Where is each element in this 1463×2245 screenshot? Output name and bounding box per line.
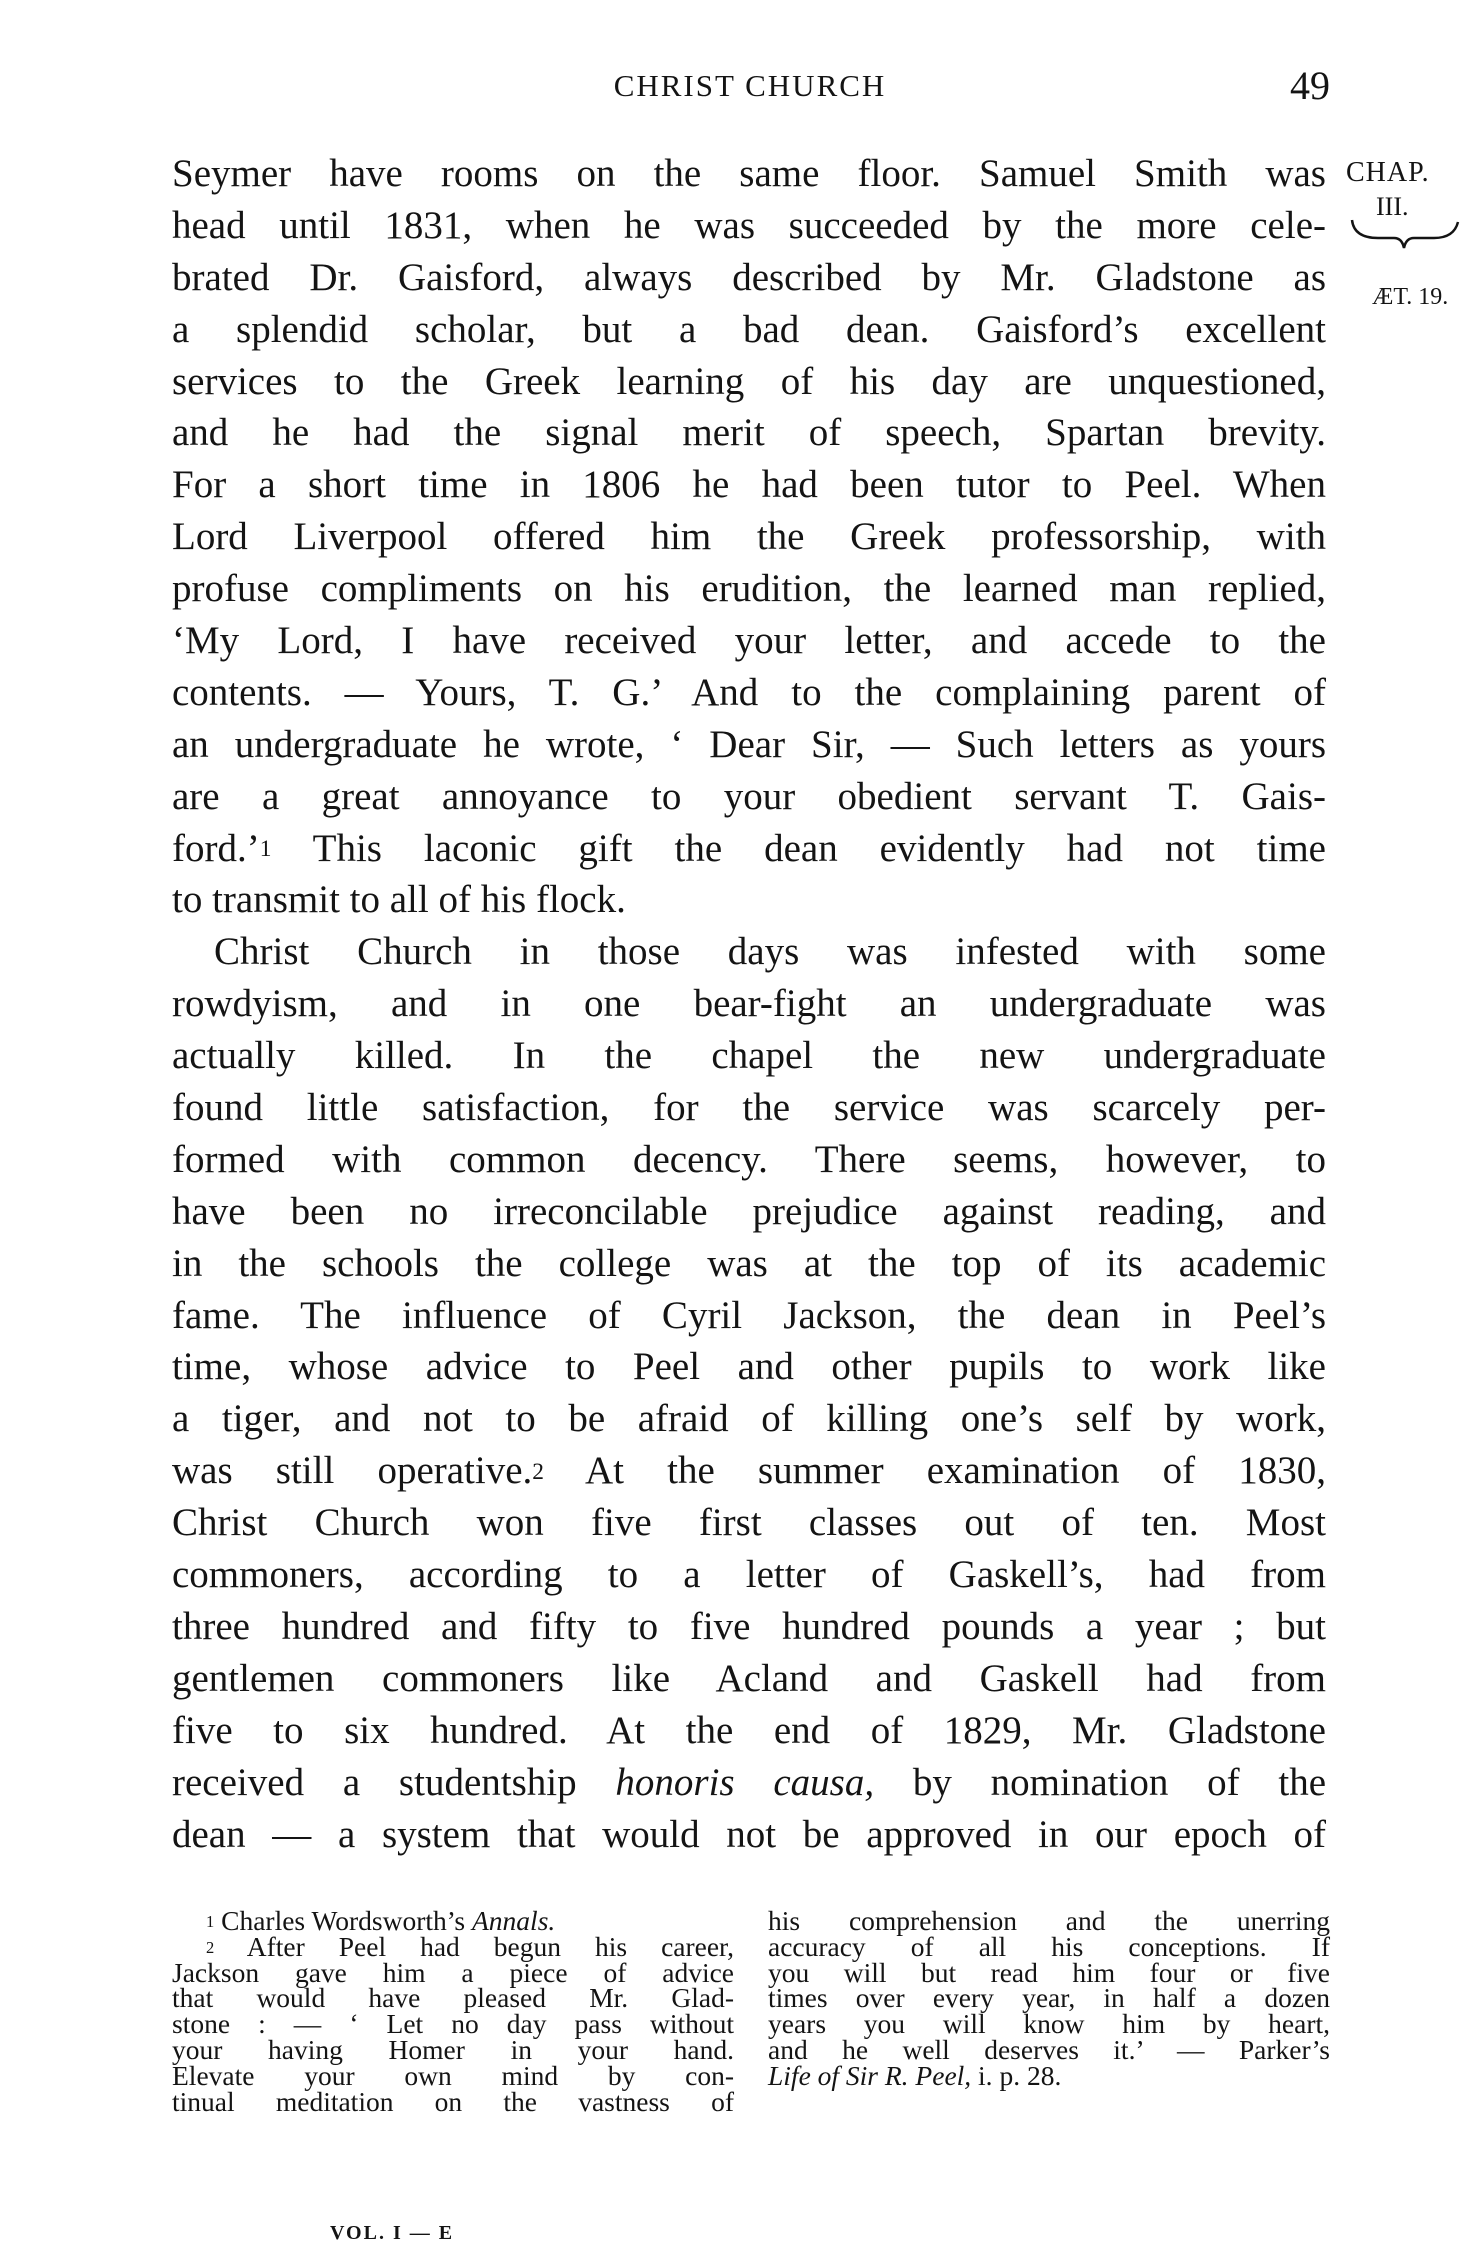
text-line: Lord Liverpool offered him the Greek professorship, with: [172, 515, 1326, 559]
footnote-line: tinual meditation on the vastness of: [172, 2085, 734, 2117]
text-line: three hundred and fifty to five hundred pounds a year ; but: [172, 1604, 1326, 1648]
text-line: a tiger, and not to be afraid of killing one’s self by work,: [172, 1397, 1326, 1441]
text-line: Seymer have rooms on the same floor. Samuel Smith was: [172, 152, 1326, 195]
text-line: profuse compliments on his erudition, the learned man replied,: [172, 567, 1326, 611]
text-line: to transmit to all of his flock.: [172, 878, 626, 922]
footnote-line: times over every year, in half a dozen: [768, 1982, 1330, 2014]
text-line: dean — a system that would not be approved in our epoch of: [172, 1812, 1326, 1856]
page-header: [170, 62, 1330, 112]
page-number: 49: [1290, 63, 1330, 108]
text-line: time, whose advice to Peel and other pupils to work like: [172, 1345, 1326, 1389]
text-line: Christ Church in those days was infested with some: [214, 930, 1326, 974]
footnote-marker: 2: [532, 1458, 544, 1485]
footnote-line: your having Homer in your hand.: [172, 2033, 734, 2065]
text-line: actually killed. In the chapel the new undergraduate: [172, 1034, 1326, 1078]
footnote-marker: 1: [259, 835, 272, 862]
text-line: contents. — Yours, T. G.’ And to the complaining parent of: [172, 670, 1326, 714]
text-line: brated Dr. Gaisford, always described by Mr. Gladstone as: [172, 255, 1326, 299]
text-line: [172, 823, 1326, 875]
footnote-marker: 2: [206, 1937, 215, 1957]
footnote-fragment: p. 28.: [999, 2059, 1062, 2091]
text-line: For a short time in 1806 he had been tutor to Peel. When: [172, 463, 1326, 507]
text-fragment: ford.’: [172, 826, 260, 870]
text-line: an undergraduate he wrote, ‘ Dear Sir, — Such letters as yours: [172, 722, 1326, 766]
footnote-line: accuracy of all his conceptions. If: [768, 1930, 1330, 1962]
footnote-title: Annals.: [472, 1905, 556, 1936]
footnote-fragment: i.: [971, 2059, 1000, 2091]
text-line: services to the Greek learning of his day are unquestioned,: [172, 359, 1326, 403]
running-title: CHRIST CHURCH: [613, 68, 887, 103]
text-line: in the schools the college was at the top of its academic: [172, 1241, 1326, 1285]
margin-chapter-number: III.: [1376, 192, 1409, 221]
text-line: found little satisfaction, for the service was scarcely per-: [172, 1086, 1326, 1130]
footnote-line: stone : — ‘ Let no day pass without: [172, 2008, 734, 2040]
text-fragment: was still operative.: [172, 1449, 533, 1493]
footnotes-right-column: [768, 1905, 1330, 2091]
signature-mark: VOL. I — E: [330, 2222, 455, 2244]
text-fragment: by nomination of the: [874, 1760, 1327, 1804]
footnote-line: Elevate your own mind by con-: [172, 2059, 734, 2091]
margin-chapter-label: CHAP.: [1346, 157, 1430, 188]
footnote-fragment: Charles Wordsworth’s: [221, 1905, 466, 1936]
footnote-line: [172, 1930, 734, 1962]
footnote-title: Life of Sir R. Peel,: [768, 2059, 972, 2091]
margin-brace-icon: [1350, 218, 1460, 278]
text-line: five to six hundred. At the end of 1829, Mr. Gladstone: [172, 1708, 1326, 1752]
italic-phrase: honoris causa,: [615, 1760, 875, 1804]
text-line: have been no irreconcilable prejudice against reading, and: [172, 1189, 1326, 1233]
text-line: Christ Church won five first classes out of ten. Most: [172, 1501, 1326, 1545]
text-line: gentlemen commoners like Acland and Gaskell had from: [172, 1656, 1326, 1700]
margin-age-label: ÆT. 19.: [1372, 284, 1449, 310]
footnote-line: that would have pleased Mr. Glad-: [172, 1982, 734, 2014]
text-line: [172, 1757, 1326, 1809]
text-line: formed with common decency. There seems, however, to: [172, 1137, 1326, 1181]
text-line: ‘My Lord, I have received your letter, and accede to the: [172, 619, 1326, 663]
footnote-fragment: After Peel had begun his career,: [246, 1930, 734, 1962]
text-line: head until 1831, when he was succeeded by the more cele-: [172, 203, 1326, 247]
text-fragment: This laconic gift the dean evidently had not time: [271, 826, 1326, 870]
text-line: rowdyism, and in one bear-fight an undergraduate was: [172, 982, 1326, 1026]
footnote-line: his comprehension and the unerring: [768, 1905, 1330, 1936]
text-fragment: At the summer examination of 1830,: [544, 1449, 1326, 1493]
text-line: a splendid scholar, but a bad dean. Gaisford’s excellent: [172, 307, 1326, 351]
text-line: [172, 1445, 1326, 1497]
footnote-line: and he well deserves it.’ — Parker’s: [768, 2033, 1330, 2065]
footnote-line: Jackson gave him a piece of advice: [172, 1956, 734, 1988]
text-line: commoners, according to a letter of Gaskell’s, had from: [172, 1553, 1326, 1597]
body-text: [172, 148, 1326, 1860]
text-line: are a great annoyance to your obedient servant T. Gais-: [172, 774, 1326, 818]
footnote-marker: 1: [206, 1911, 215, 1931]
footnote-line: [768, 2059, 1330, 2091]
footnote-line: you will but read him four or five: [768, 1956, 1330, 1988]
footnote-line: years you will know him by heart,: [768, 2008, 1330, 2040]
text-fragment: received a studentship: [172, 1760, 577, 1804]
text-line: fame. The influence of Cyril Jackson, the dean in Peel’s: [172, 1293, 1326, 1337]
footnotes-left-column: [172, 1905, 734, 2117]
text-line: and he had the signal merit of speech, Spartan brevity.: [172, 411, 1326, 455]
